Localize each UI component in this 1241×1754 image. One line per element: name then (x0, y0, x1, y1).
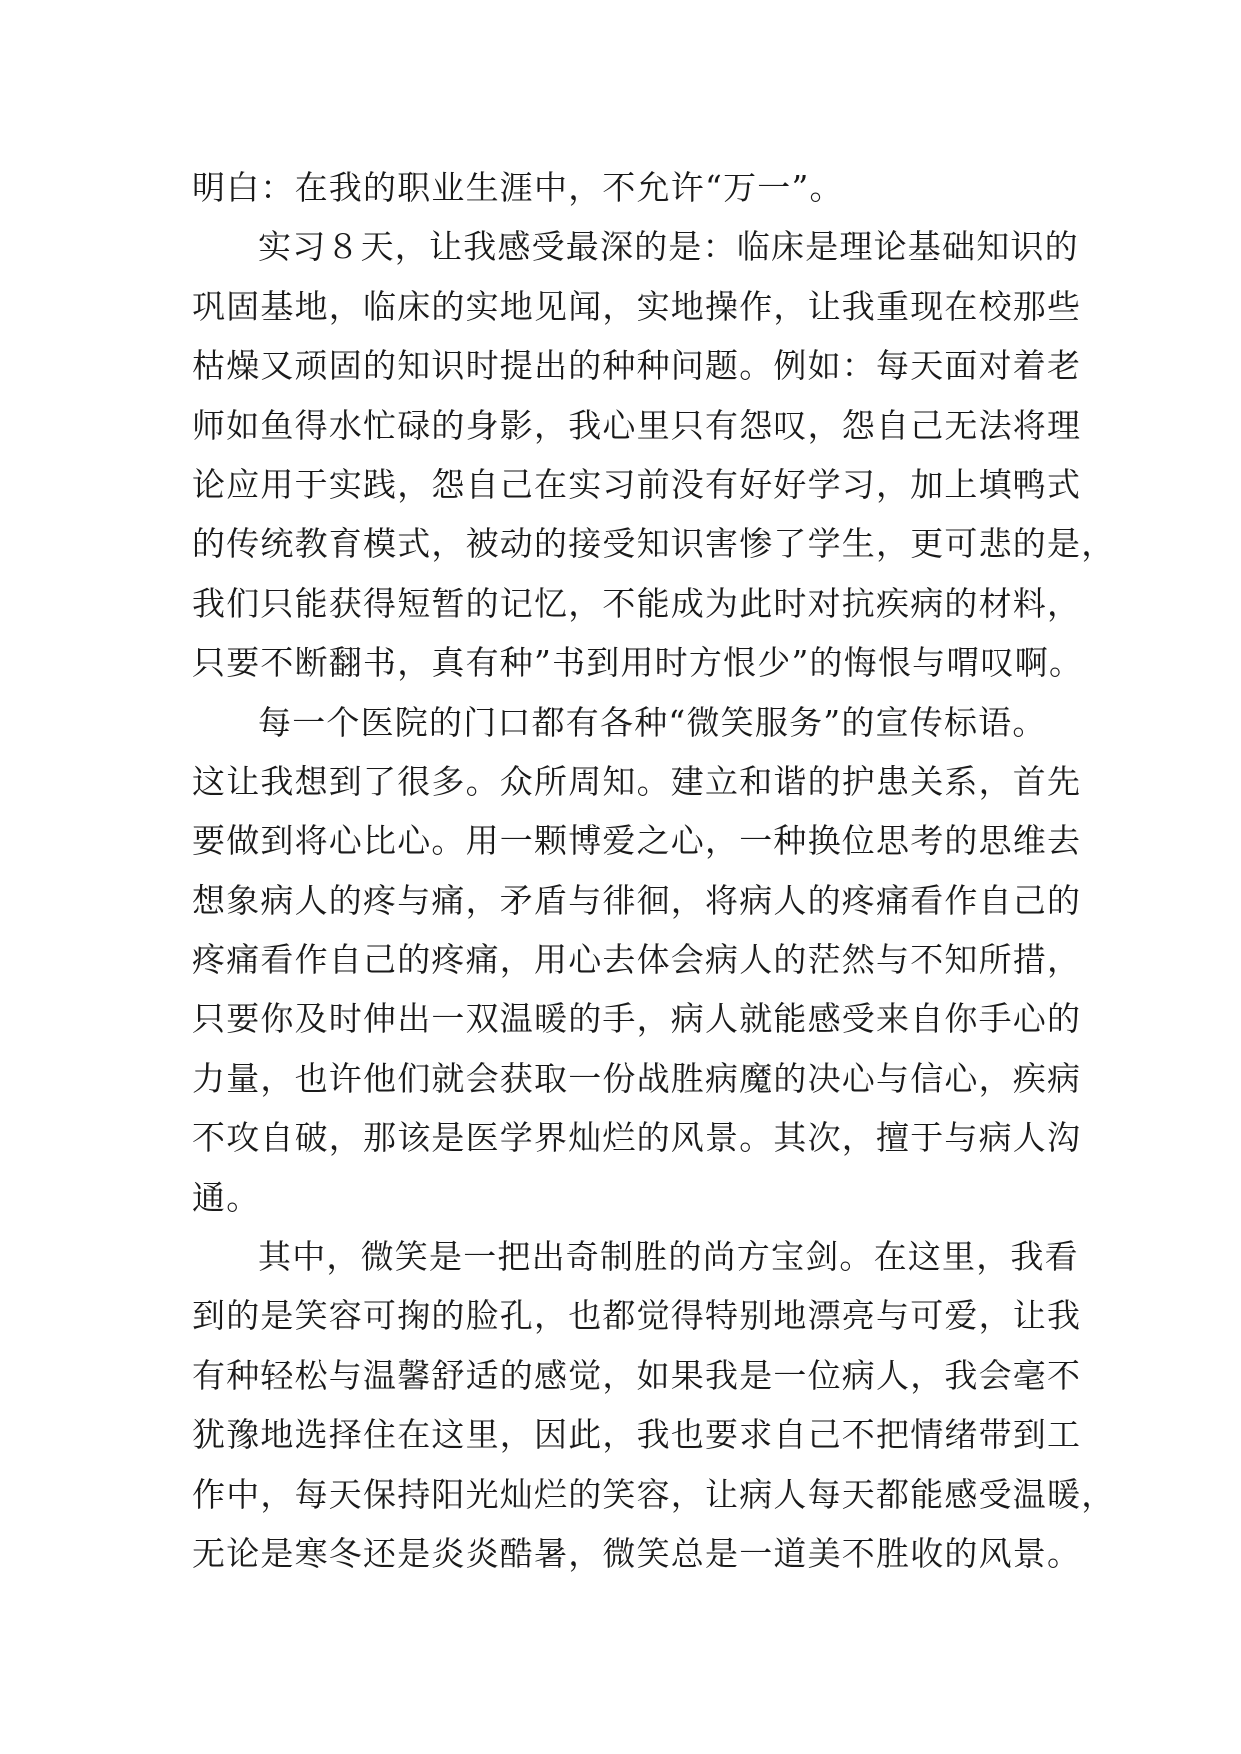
body-text (192, 158, 1116, 1583)
text-line: 有种轻松与温馨舒适的感觉，如果我是一位病人，我会毫不 (192, 1355, 1082, 1395)
text-line: 我们只能获得短暂的记忆，不能成为此时对抗疾病的材料， (192, 583, 1082, 623)
paragraph-2 (192, 217, 1116, 692)
text-line: 疼痛看作自己的疼痛，用心去体会病人的茫然与不知所措， (192, 940, 1082, 980)
text-line: 要做到将心比心。用一颗博爱之心，一种换位思考的思维去 (192, 821, 1082, 861)
text-line: 论应用于实践，怨自己在实习前没有好好学习，加上填鸭式 (192, 464, 1082, 504)
paragraph-4 (192, 1227, 1116, 1583)
text-line: 每一个医院的门口都有各种“微笑服务”的宣传标语。 (258, 702, 1047, 742)
text-line: 无论是寒冬还是炎炎酷暑，微笑总是一道美不胜收的风景。 (192, 1533, 1082, 1573)
text-line: 犹豫地选择住在这里，因此，我也要求自己不把情绪带到工 (192, 1415, 1082, 1455)
paragraph-1 (192, 158, 1072, 217)
paragraph-3 (192, 693, 1082, 1228)
text-line: 这让我想到了很多。众所周知。建立和谐的护患关系，首先 (192, 761, 1082, 801)
text-line: 明白：在我的职业生涯中，不允许“万一”。 (192, 168, 844, 207)
text-line: 的传统教育模式，被动的接受知识害惨了学生，更可悲的是， (192, 524, 1116, 564)
text-line: 想象病人的疼与痛，矛盾与徘徊，将病人的疼痛看作自己的 (192, 880, 1082, 920)
text-line: 枯燥又顽固的知识时提出的种种问题。例如：每天面对着老 (192, 346, 1082, 386)
text-line: 实习８天，让我感受最深的是：临床是理论基础知识的 (258, 227, 1079, 267)
text-line: 师如鱼得水忙碌的身影，我心里只有怨叹，怨自己无法将理 (192, 405, 1082, 445)
text-line: 通。 (192, 1177, 261, 1217)
text-line: 巩固基地，临床的实地见闻，实地操作，让我重现在校那些 (192, 286, 1082, 326)
text-line: 只要不断翻书，真有种”书到用时方恨少”的悔恨与喟叹啊。 (192, 643, 1084, 683)
text-line: 到的是笑容可掬的脸孔，也都觉得特别地漂亮与可爱，让我 (192, 1296, 1082, 1336)
text-line: 只要你及时伸出一双温暖的手，病人就能感受来自你手心的 (192, 999, 1082, 1039)
text-line: 不攻自破，那该是医学界灿烂的风景。其次，擅于与病人沟 (192, 1118, 1082, 1158)
text-line: 作中，每天保持阳光灿烂的笑容，让病人每天都能感受温暖， (192, 1474, 1116, 1514)
text-line: 其中，微笑是一把出奇制胜的尚方宝剑。在这里，我看 (258, 1237, 1079, 1277)
text-line: 力量，也许他们就会获取一份战胜病魔的决心与信心，疾病 (192, 1058, 1082, 1098)
